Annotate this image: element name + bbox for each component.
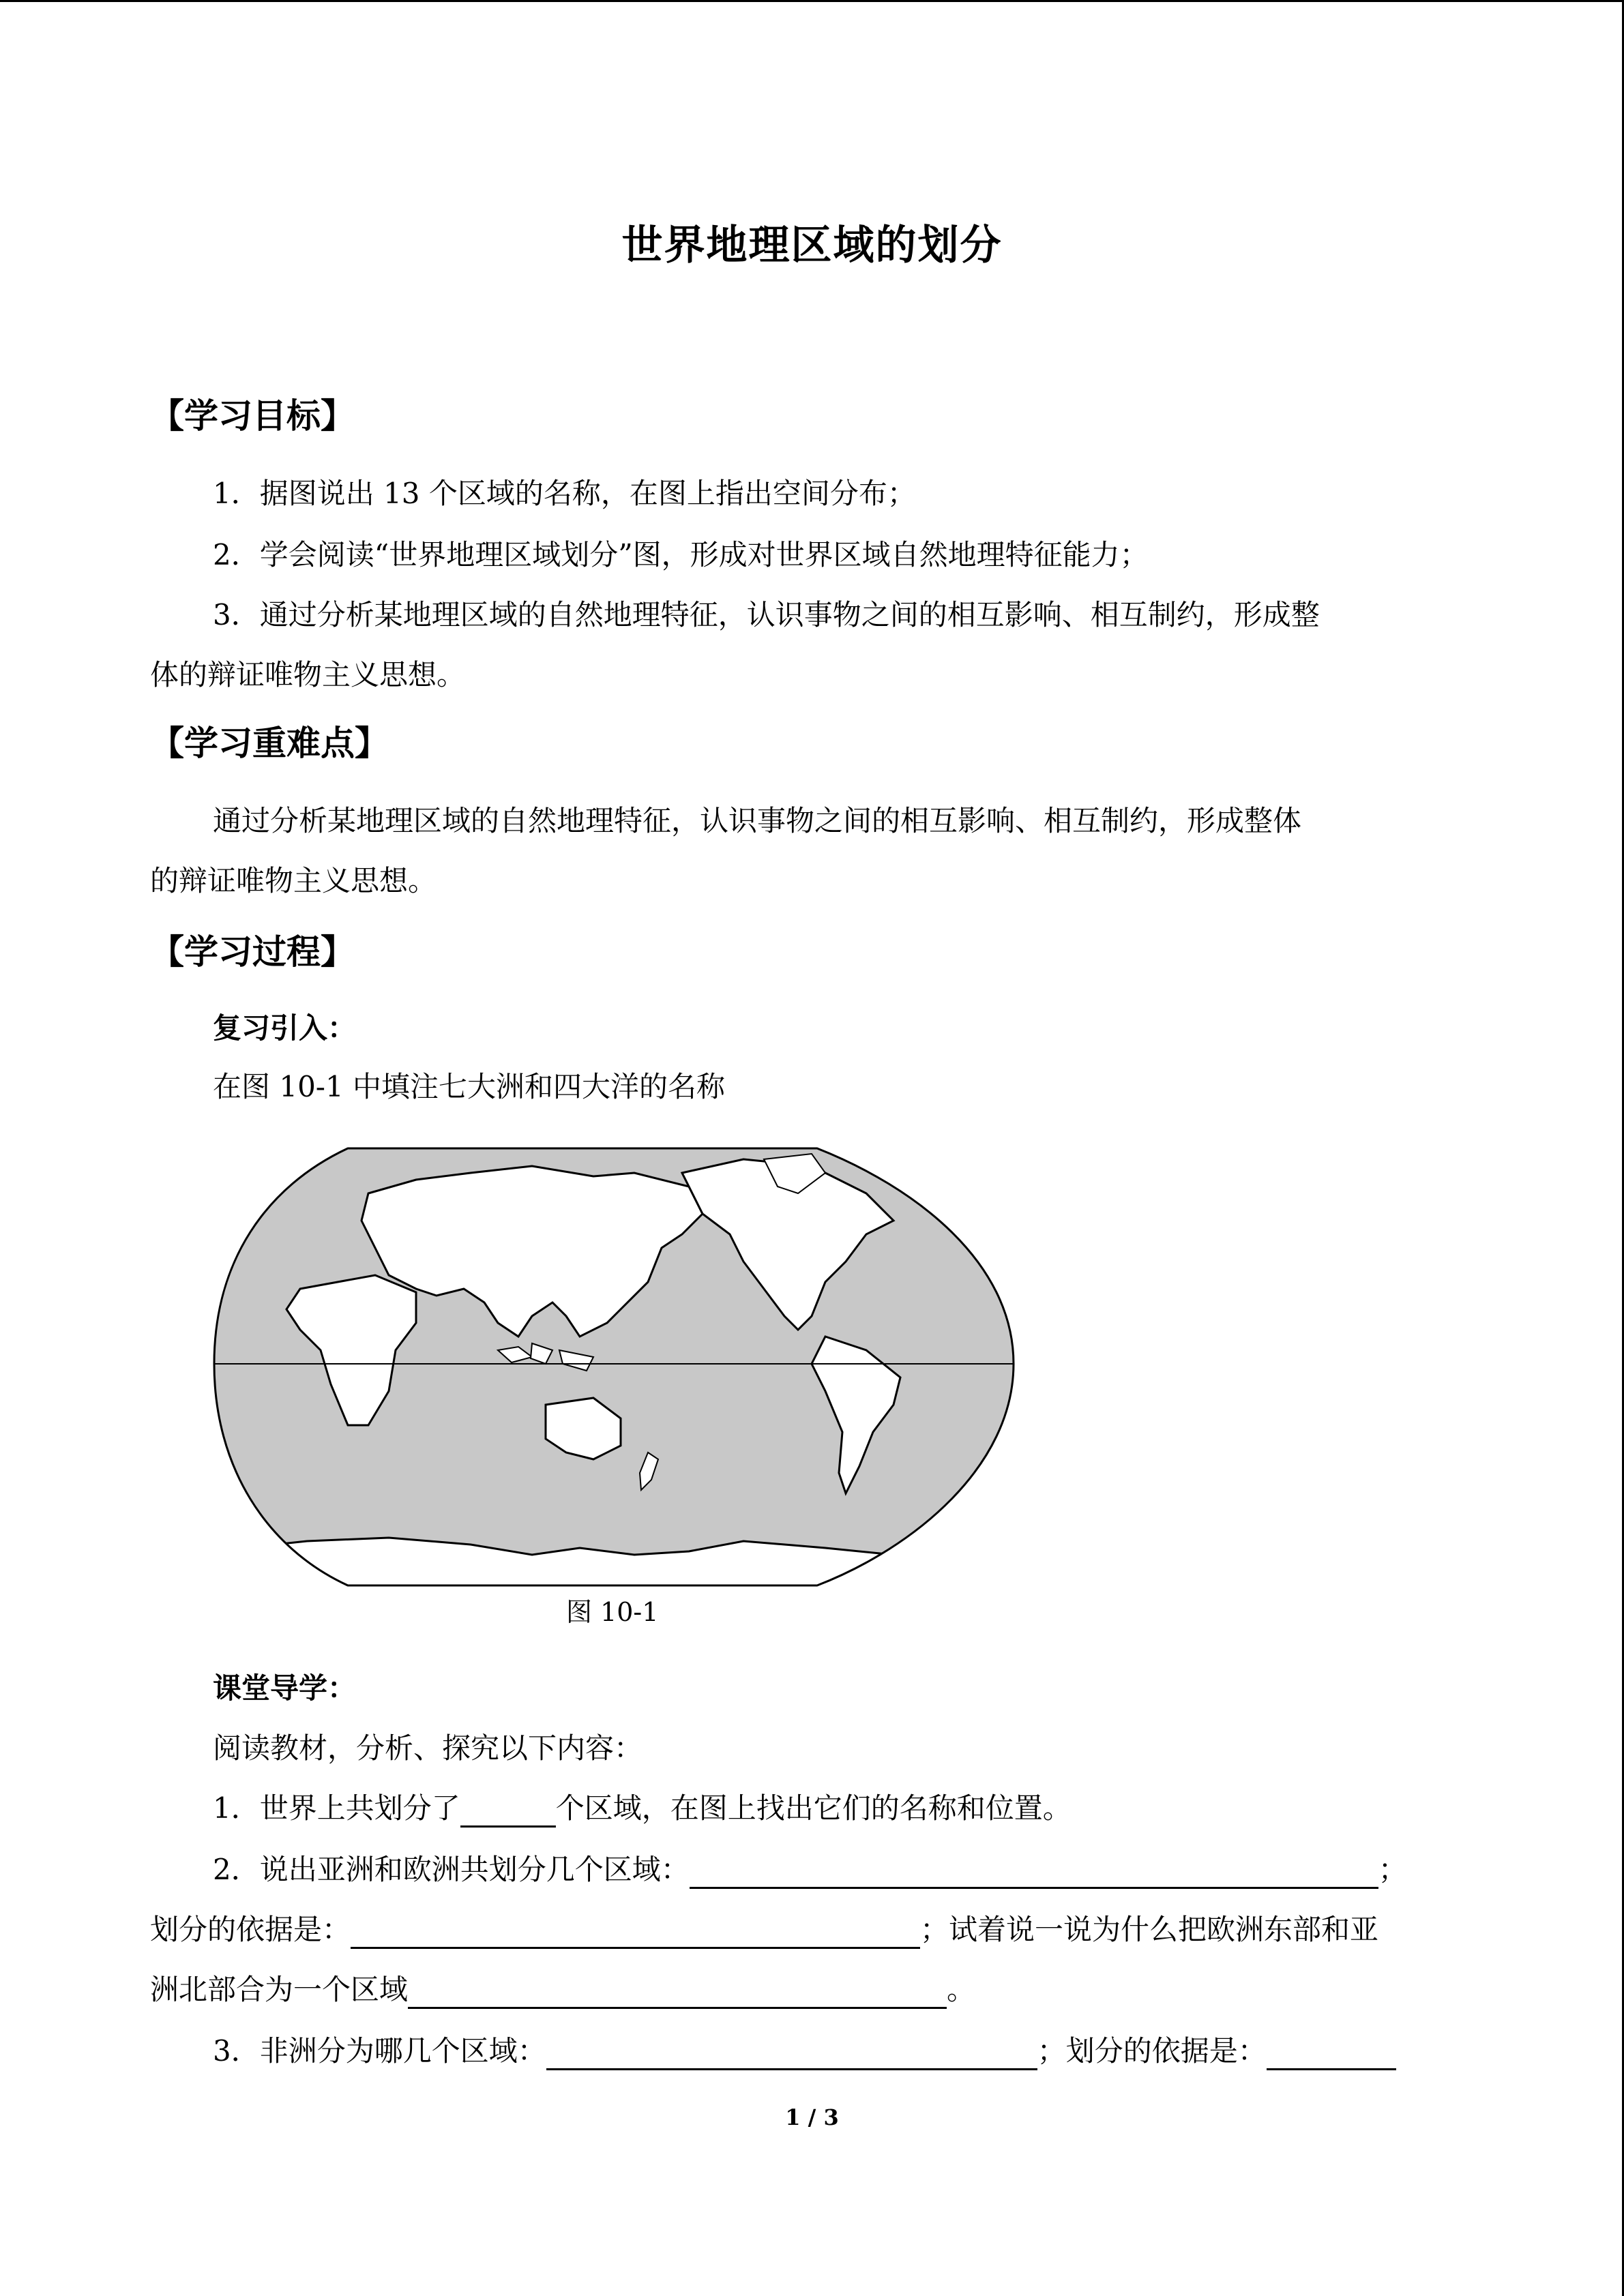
objectives-heading: 【学习目标】 bbox=[150, 396, 355, 436]
question-3-text-b: ；划分的依据是： bbox=[1037, 2034, 1267, 2068]
keypoints-heading: 【学习重难点】 bbox=[150, 724, 389, 763]
question-2-text-d: ；试着说一说为什么把欧洲东部和亚 bbox=[920, 1913, 1379, 1946]
question-2-text-b: ； bbox=[1378, 1853, 1407, 1886]
objective-1: 1．据图说出 13 个区域的名称，在图上指出空间分布； bbox=[213, 477, 916, 510]
question-1-text-a: 1．世界上共划分了 bbox=[213, 1791, 460, 1825]
class-label: 课堂导学： bbox=[213, 1671, 357, 1705]
question-3-text-a: 3．非洲分为哪几个区域： bbox=[213, 2034, 546, 2068]
answer-blank-2a[interactable] bbox=[690, 1857, 1378, 1889]
page-top-border bbox=[0, 0, 1624, 2]
question-1 bbox=[213, 1789, 1072, 1828]
objective-2: 2．学会阅读“世界地理区域划分”图，形成对世界区域自然地理特征能力； bbox=[213, 538, 1149, 571]
answer-blank-3b[interactable] bbox=[1267, 2038, 1396, 2070]
objective-3: 3．通过分析某地理区域的自然地理特征，认识事物之间的相互影响、相互制约，形成整 bbox=[213, 598, 1320, 631]
question-2-text-a: 2．说出亚洲和欧洲共划分几个区域： bbox=[213, 1853, 690, 1886]
question-1-text-b: 个区域，在图上找出它们的名称和位置。 bbox=[555, 1791, 1072, 1825]
page-title: 世界地理区域的划分 bbox=[621, 222, 1003, 269]
question-2 bbox=[213, 1851, 1407, 1889]
figure-caption: 图 10-1 bbox=[566, 1597, 659, 1627]
question-2-text-c: 划分的依据是： bbox=[150, 1913, 351, 1946]
objective-3-cont: 体的辩证唯物主义思想。 bbox=[150, 658, 466, 691]
question-2-line-3 bbox=[150, 1971, 975, 2009]
question-2-text-f: 。 bbox=[947, 1973, 976, 2006]
keypoints-line-1: 通过分析某地理区域的自然地理特征，认识事物之间的相互影响、相互制约，形成整体 bbox=[213, 804, 1302, 837]
review-label: 复习引入： bbox=[213, 1011, 357, 1045]
world-map-figure bbox=[211, 1146, 1016, 1589]
question-2-text-e: 洲北部合为一个区域 bbox=[150, 1973, 409, 2006]
answer-blank-2c[interactable] bbox=[408, 1977, 947, 2009]
question-2-line-2 bbox=[150, 1911, 1378, 1949]
page-number: 1 / 3 bbox=[785, 2104, 839, 2130]
answer-blank-3a[interactable] bbox=[546, 2038, 1037, 2070]
keypoints-line-2: 的辩证唯物主义思想。 bbox=[150, 864, 437, 897]
review-text: 在图 10-1 中填注七大洲和四大洋的名称 bbox=[213, 1070, 726, 1103]
question-3 bbox=[213, 2032, 1396, 2070]
answer-blank-2b[interactable] bbox=[351, 1917, 920, 1949]
answer-blank-1[interactable] bbox=[460, 1795, 556, 1828]
class-intro: 阅读教材，分析、探究以下内容： bbox=[213, 1731, 643, 1765]
process-heading: 【学习过程】 bbox=[150, 932, 355, 972]
